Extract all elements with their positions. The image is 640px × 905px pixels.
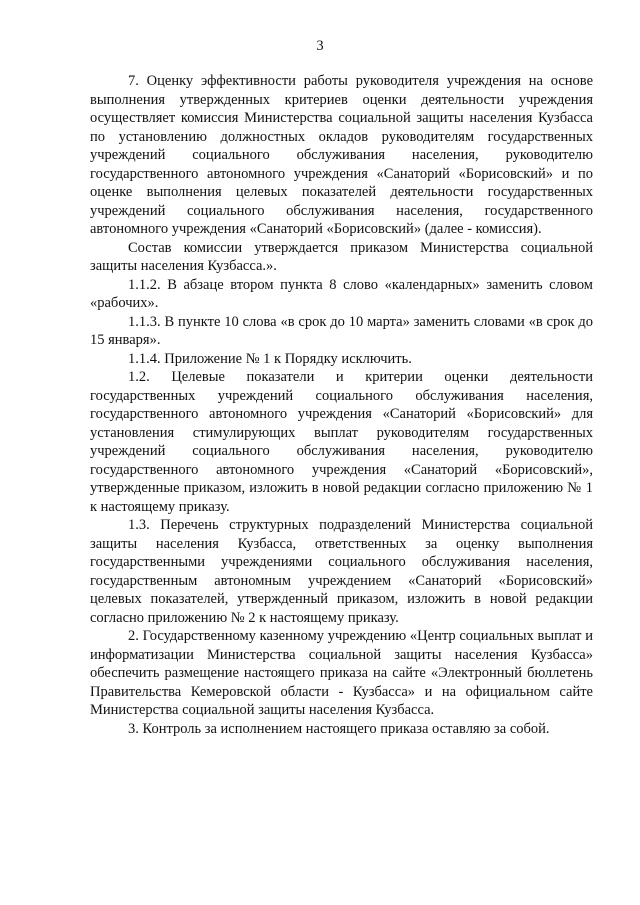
paragraph-1-1-3: 1.1.3. В пункте 10 слова «в срок до 10 марта» заменить словами «в срок до 15 января». (90, 313, 593, 348)
page-number: 3 (316, 38, 324, 54)
paragraph-1-3: 1.3. Перечень структурных подразделений Министерства социальной защиты населения Кузбасса, ответственных за оценку выполнения государственными учреждениями социального обслуживания населения, государственным автономным учреждением «Санаторий «Борисовский» целевых показателей, утвержденный приказом, изложить в новой редакции согласно приложению № 2 к настоящему приказу. (90, 517, 593, 626)
paragraph-7-evaluation: 7. Оценку эффективности работы руководителя учреждения на основе выполнения утвержденных критериев оценки деятельности учреждения осуществляет комиссия Министерства социальной защиты населения Кузбасса по установлению должностных окладов руководителям государственных учреждений социального обслуживания населения, руководителю государственного автономного учреждения «Санаторий «Борисовский» и по оценке выполнения целевых показателей деятельности государственных учреждений социального обслуживания населения, государственного автономного учреждения «Санаторий «Борисовский» (далее - комиссия). (90, 73, 593, 237)
paragraph-2: 2. Государственному казенному учреждению «Центр социальных выплат и информатизации Министерства социальной защиты населения Кузбасса» обеспечить размещение настоящего приказа на сайте «Электронный бюллетень Правительства Кемеровской области - Кузбасса» и на официальном сайте Министерства социальной защиты населения Кузбасса. (90, 628, 593, 718)
document-body (90, 72, 593, 738)
paragraph-commission-composition: Состав комиссии утверждается приказом Министерства социальной защиты населения Кузбасса.». (90, 239, 593, 274)
paragraph-1-1-4: 1.1.4. Приложение № 1 к Порядку исключить. (128, 350, 412, 367)
paragraph-1-2: 1.2. Целевые показатели и критерии оценки деятельности государственных учреждений социального обслуживания населения, государственного автономного учреждения «Санаторий «Борисовский» для установления стимулирующих выплат руководителям государственных учреждений социального обслуживания населения, руководителю государственного автономного учреждения «Санаторий «Борисовский», утвержденные приказом, изложить в новой редакции согласно приложению № 1 к настоящему приказу. (90, 369, 593, 515)
paragraph-3: 3. Контроль за исполнением настоящего приказа оставляю за собой. (128, 720, 550, 737)
paragraph-1-1-2: 1.1.2. В абзаце втором пункта 8 слово «календарных» заменить словом «рабочих». (90, 276, 593, 311)
